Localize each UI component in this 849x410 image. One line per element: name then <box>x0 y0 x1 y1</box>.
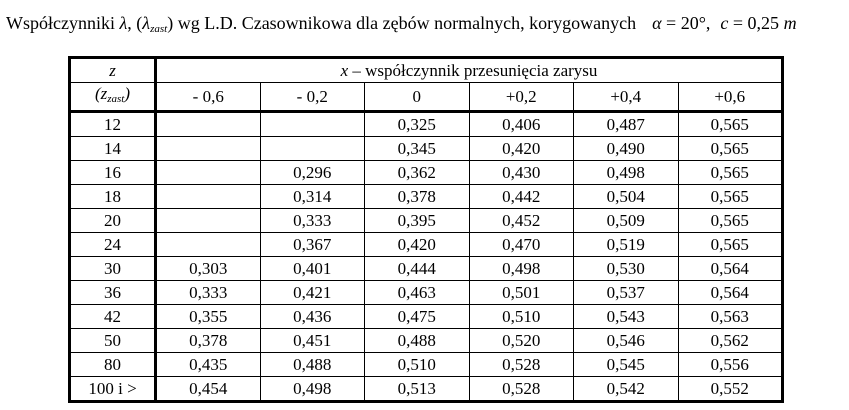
value-cell: 0,542 <box>574 377 679 402</box>
table-row <box>70 377 783 402</box>
value-cell: 0,420 <box>469 137 574 161</box>
z-cell: 50 <box>70 329 156 353</box>
table-body <box>70 112 783 402</box>
value-cell: 0,333 <box>260 209 365 233</box>
value-cell: 0,452 <box>469 209 574 233</box>
value-cell: 0,454 <box>156 377 261 402</box>
c-symbol: c <box>720 13 729 33</box>
z-cell: 12 <box>70 112 156 137</box>
z-cell: 20 <box>70 209 156 233</box>
value-cell <box>260 112 365 137</box>
value-cell: 0,563 <box>678 305 783 329</box>
value-cell <box>156 185 261 209</box>
value-cell: 0,565 <box>678 161 783 185</box>
value-cell: 0,444 <box>365 257 470 281</box>
table-row <box>70 305 783 329</box>
value-cell: 0,395 <box>365 209 470 233</box>
value-cell: 0,552 <box>678 377 783 402</box>
value-cell: 0,564 <box>678 257 783 281</box>
value-cell <box>260 137 365 161</box>
value-cell: 0,504 <box>574 185 679 209</box>
value-cell: 0,565 <box>678 233 783 257</box>
header-row-2 <box>70 83 783 112</box>
value-cell: 0,296 <box>260 161 365 185</box>
title-prefix: Współczynniki <box>6 13 115 33</box>
table-row <box>70 257 783 281</box>
value-cell: 0,556 <box>678 353 783 377</box>
z-zast-open: (z <box>94 84 108 103</box>
value-cell: 0,463 <box>365 281 470 305</box>
value-cell <box>156 112 261 137</box>
z-cell: 30 <box>70 257 156 281</box>
z-cell: 42 <box>70 305 156 329</box>
value-cell: 0,519 <box>574 233 679 257</box>
title-rest: wg L.D. Czasownikowa dla zębów normalnych, korygowanych <box>177 13 637 33</box>
header-row-1 <box>70 58 783 83</box>
column-header: - 0,2 <box>260 83 365 112</box>
value-cell: 0,378 <box>156 329 261 353</box>
value-cell: 0,501 <box>469 281 574 305</box>
z-cell: 24 <box>70 233 156 257</box>
value-cell: 0,537 <box>574 281 679 305</box>
value-cell: 0,401 <box>260 257 365 281</box>
zast-subscript: zast <box>150 23 168 35</box>
value-cell: 0,406 <box>469 112 574 137</box>
x-header <box>156 58 783 83</box>
value-cell: 0,528 <box>469 377 574 402</box>
value-cell: 0,362 <box>365 161 470 185</box>
value-cell <box>156 209 261 233</box>
value-cell: 0,564 <box>678 281 783 305</box>
alpha-value: = 20°, <box>666 13 711 33</box>
value-cell: 0,430 <box>469 161 574 185</box>
document-title <box>6 12 797 40</box>
column-header: +0,2 <box>469 83 574 112</box>
value-cell: 0,378 <box>365 185 470 209</box>
value-cell: 0,509 <box>574 209 679 233</box>
z-zast-subscript: zast <box>107 93 125 105</box>
value-cell: 0,451 <box>260 329 365 353</box>
value-cell: 0,475 <box>365 305 470 329</box>
z-zast-header <box>70 83 156 112</box>
table-row <box>70 112 783 137</box>
value-cell: 0,355 <box>156 305 261 329</box>
x-symbol: x <box>340 60 349 80</box>
value-cell: 0,345 <box>365 137 470 161</box>
table-row <box>70 209 783 233</box>
column-header: 0 <box>365 83 470 112</box>
lambda-symbol: λ <box>119 13 128 33</box>
value-cell: 0,546 <box>574 329 679 353</box>
column-header: +0,4 <box>574 83 679 112</box>
value-cell: 0,490 <box>574 137 679 161</box>
value-cell <box>156 233 261 257</box>
table-row <box>70 353 783 377</box>
value-cell: 0,565 <box>678 209 783 233</box>
m-symbol: m <box>783 13 797 33</box>
value-cell <box>156 161 261 185</box>
value-cell: 0,367 <box>260 233 365 257</box>
z-cell: 100 i > <box>70 377 156 402</box>
z-zast-close: ) <box>124 84 131 103</box>
value-cell: 0,510 <box>469 305 574 329</box>
title-paren-close: ) <box>167 13 174 33</box>
z-cell: 36 <box>70 281 156 305</box>
value-cell: 0,498 <box>574 161 679 185</box>
table-row <box>70 281 783 305</box>
value-cell: 0,314 <box>260 185 365 209</box>
x-header-text: – współczynnik przesunięcia zarysu <box>352 60 598 80</box>
value-cell: 0,325 <box>365 112 470 137</box>
value-cell: 0,498 <box>469 257 574 281</box>
title-paren-open: , ( <box>127 13 143 33</box>
value-cell: 0,562 <box>678 329 783 353</box>
value-cell: 0,442 <box>469 185 574 209</box>
alpha-symbol: α <box>652 13 662 33</box>
z-cell: 16 <box>70 161 156 185</box>
value-cell: 0,333 <box>156 281 261 305</box>
value-cell: 0,565 <box>678 185 783 209</box>
value-cell: 0,528 <box>469 353 574 377</box>
value-cell: 0,487 <box>574 112 679 137</box>
value-cell: 0,530 <box>574 257 679 281</box>
value-cell: 0,303 <box>156 257 261 281</box>
coefficients-table <box>68 56 784 403</box>
table-row <box>70 161 783 185</box>
z-cell: 80 <box>70 353 156 377</box>
value-cell: 0,545 <box>574 353 679 377</box>
column-header: +0,6 <box>678 83 783 112</box>
value-cell: 0,513 <box>365 377 470 402</box>
value-cell: 0,565 <box>678 112 783 137</box>
table-row <box>70 329 783 353</box>
z-cell: 14 <box>70 137 156 161</box>
value-cell: 0,470 <box>469 233 574 257</box>
table-row <box>70 185 783 209</box>
table-row <box>70 233 783 257</box>
z-cell: 18 <box>70 185 156 209</box>
value-cell: 0,565 <box>678 137 783 161</box>
value-cell: 0,488 <box>260 353 365 377</box>
c-value: = 0,25 <box>732 13 780 33</box>
value-cell: 0,520 <box>469 329 574 353</box>
value-cell: 0,543 <box>574 305 679 329</box>
value-cell: 0,420 <box>365 233 470 257</box>
z-header: z <box>70 58 156 83</box>
value-cell: 0,488 <box>365 329 470 353</box>
lambda-symbol-2: λ <box>142 13 151 33</box>
column-header: - 0,6 <box>156 83 261 112</box>
value-cell: 0,510 <box>365 353 470 377</box>
value-cell: 0,498 <box>260 377 365 402</box>
table-row <box>70 137 783 161</box>
value-cell: 0,436 <box>260 305 365 329</box>
value-cell: 0,435 <box>156 353 261 377</box>
value-cell: 0,421 <box>260 281 365 305</box>
value-cell <box>156 137 261 161</box>
